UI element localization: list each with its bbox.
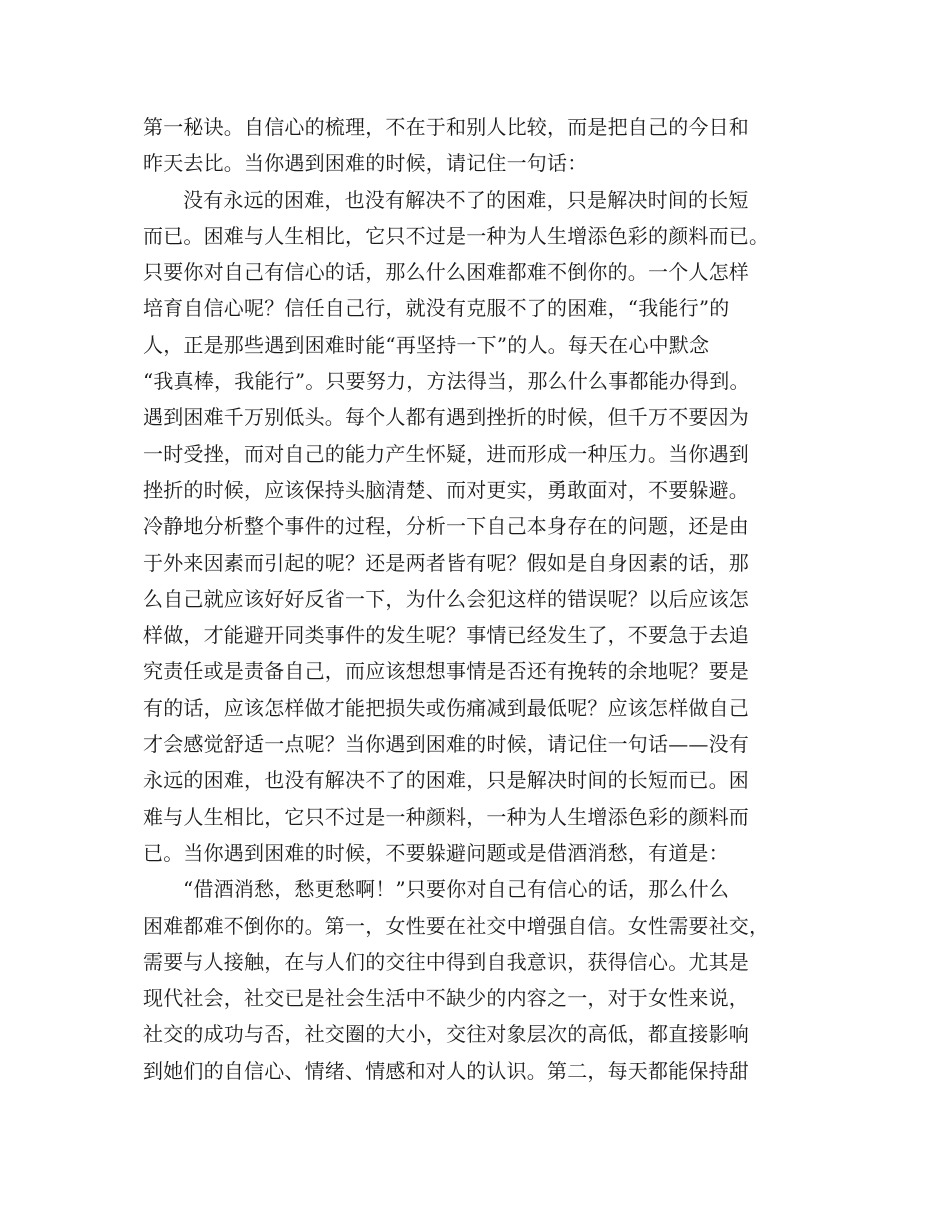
text-line: 人，正是那些遇到困难时能“再坚持一下”的人。每天在心中默念 xyxy=(143,332,710,357)
text-line: 才会感觉舒适一点呢？当你遇到困难的时候，请记住一句话——没有 xyxy=(143,732,749,757)
text-line: 有的话，应该怎样做才能把损失或伤痛减到最低呢？应该怎样做自己 xyxy=(143,695,749,720)
text-line: 已。当你遇到困难的时候，不要躲避问题或是借酒消愁，有道是： xyxy=(143,840,729,865)
text-line: “我真棒，我能行”。只要努力，方法得当，那么什么事都能办得到。 xyxy=(143,369,750,394)
text-line: 究责任或是责备自己，而应该想想事情是否还有挽转的余地呢？要是 xyxy=(143,659,749,684)
text-line: 需要与人接触，在与人们的交往中得到自我意识，获得信心。尤其是 xyxy=(143,949,749,974)
text-line: 而已。困难与人生相比，它只不过是一种为人生增添色彩的颜料而已。 xyxy=(143,223,770,248)
text-line: 困难都难不倒你的。第一，女性要在社交中增强自信。女性需要社交， xyxy=(143,913,770,938)
body-text xyxy=(143,109,803,1089)
text-line: 培育自信心呢？信任自己行，就没有克服不了的困难，“我能行”的 xyxy=(143,296,730,321)
text-line: 到她们的自信心、情绪、情感和对人的认识。第二，每天都能保持甜 xyxy=(143,1058,749,1083)
text-line: 样做，才能避开同类事件的发生呢？事情已经发生了，不要急于去追 xyxy=(143,623,749,648)
text-line: 社交的成功与否，社交圈的大小，交往对象层次的高低，都直接影响 xyxy=(143,1022,749,1047)
text-line: 只要你对自己有信心的话，那么什么困难都难不倒你的。一个人怎样 xyxy=(143,260,749,285)
text-line: 昨天去比。当你遇到困难的时候，请记住一句话： xyxy=(143,151,588,176)
text-line: 遇到困难千万别低头。每个人都有遇到挫折的时候，但千万不要因为 xyxy=(143,405,749,430)
text-line: 现代社会，社交已是社会生活中不缺少的内容之一，对于女性来说， xyxy=(143,986,749,1011)
text-line: 永远的困难，也没有解决不了的困难，只是解决时间的长短而已。困 xyxy=(143,768,749,793)
text-line: 难与人生相比，它只不过是一种颜料，一种为人生增添色彩的颜料而 xyxy=(143,804,749,829)
text-line: 冷静地分析整个事件的过程，分析一下自己本身存在的问题，还是由 xyxy=(143,514,749,539)
text-line: 么自己就应该好好反省一下，为什么会犯这样的错误呢？以后应该怎 xyxy=(143,586,749,611)
text-line: 第一秘诀。自信心的梳理，不在于和别人比较，而是把自己的今日和 xyxy=(143,115,749,139)
text-line: 挫折的时候，应该保持头脑清楚、而对更实，勇敢面对，不要躲避。 xyxy=(143,477,749,502)
text-line: 没有永远的困难，也没有解决不了的困难，只是解决时间的长短 xyxy=(183,187,749,212)
text-line: “借酒消愁，愁更愁啊！”只要你对自己有信心的话，那么什么 xyxy=(183,877,730,902)
text-line: 一时受挫，而对自己的能力产生怀疑，进而形成一种压力。当你遇到 xyxy=(143,441,749,466)
text-line: 于外来因素而引起的呢？还是两者皆有呢？假如是自身因素的话，那 xyxy=(143,550,749,575)
